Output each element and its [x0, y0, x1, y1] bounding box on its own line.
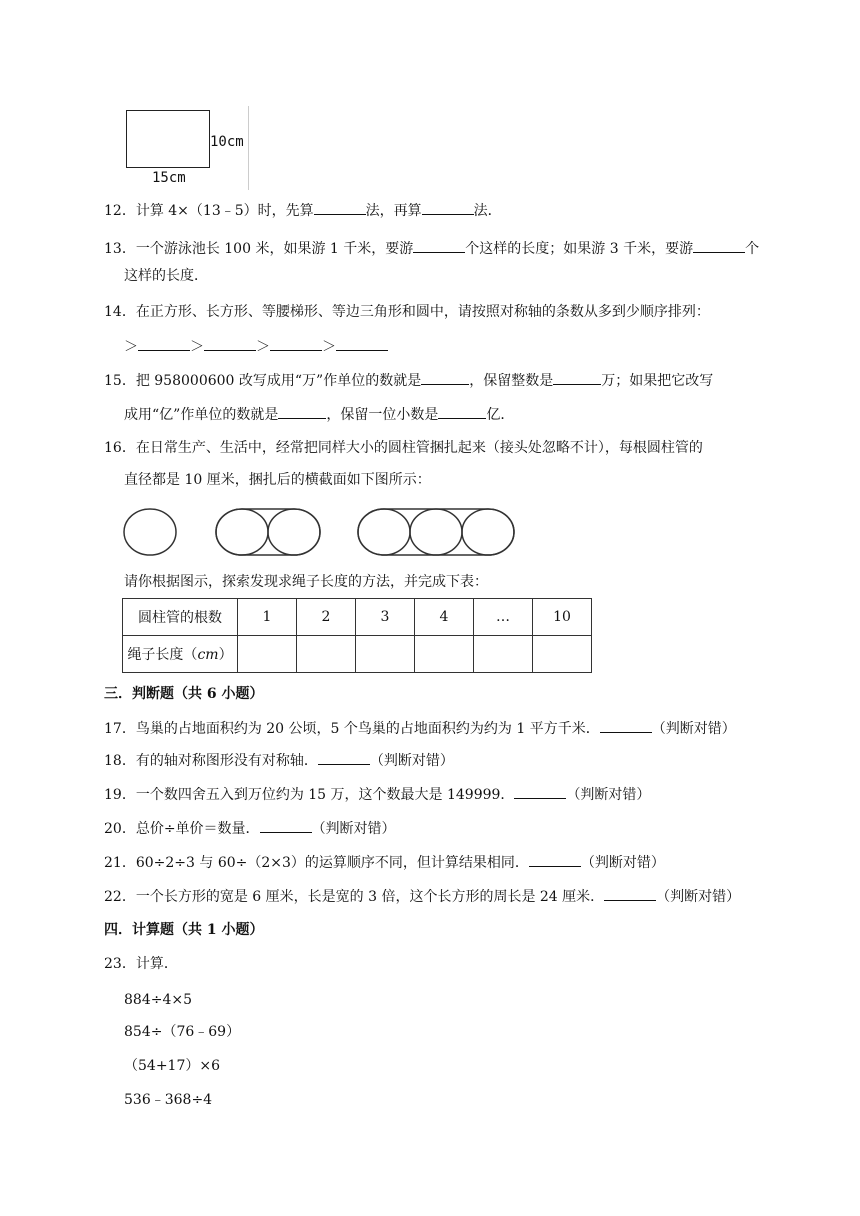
pipe-rope-table [122, 598, 592, 673]
calc-item: 536﹣368÷4 [124, 1092, 213, 1108]
width-label: 15cm [152, 170, 186, 186]
question-20: 20．总价÷单价＝数量． （判断对错） [104, 818, 396, 839]
question-23: 23．计算． [104, 956, 178, 972]
question-16: 16．在日常生产、生活中，经常把同样大小的圆柱管捆扎起来（接头处忽略不计），每根圆柱管的 [104, 440, 703, 456]
pipe-bundle-figure [118, 502, 528, 562]
table-input-cell[interactable] [533, 636, 592, 673]
answer-blank[interactable] [693, 238, 745, 253]
answer-blank[interactable] [413, 238, 465, 253]
answer-blank[interactable] [421, 370, 469, 385]
answer-blank[interactable] [529, 852, 581, 867]
question-15-cont: 成用“亿”作单位的数就是 ，保留一位小数是 亿． [124, 404, 514, 425]
answer-blank[interactable] [278, 404, 326, 419]
question-19: 19．一个数四舍五入到万位约为 15 万，这个数最大是 149999． （判断对错） [104, 784, 650, 805]
answer-blank[interactable] [514, 784, 566, 799]
question-14-answers: ＞ ＞ ＞ ＞ [124, 336, 388, 357]
answer-blank[interactable] [438, 404, 486, 419]
question-16-instruction: 请你根据图示，探索发现求绳子长度的方法，并完成下表： [124, 574, 488, 590]
calc-item: （54+17）×6 [124, 1058, 220, 1074]
answer-blank[interactable] [604, 886, 656, 901]
table-input-cell[interactable] [356, 636, 415, 673]
section-heading-calc: 四．计算题（共 1 小题） [104, 922, 264, 938]
table-header-pipes: 圆柱管的根数 [123, 599, 238, 636]
question-16-cont: 直径都是 10 厘米，捆扎后的横截面如下图所示： [124, 472, 431, 488]
table-cell: 3 [356, 599, 415, 636]
table-input-cell[interactable] [474, 636, 533, 673]
table-input-cell[interactable] [238, 636, 297, 673]
answer-blank[interactable] [336, 336, 388, 351]
pipe-3b [410, 509, 462, 555]
question-22: 22．一个长方形的宽是 6 厘米，长是宽的 3 倍，这个长方形的周长是 24 厘米． （判断对错） [104, 886, 740, 907]
table-header-rope: 绳子长度（cm） [123, 636, 238, 673]
table-cell: 10 [533, 599, 592, 636]
answer-blank[interactable] [204, 336, 256, 351]
table-cell: 4 [415, 599, 474, 636]
calc-item: 854÷（76﹣69） [124, 1024, 241, 1040]
height-label: 10cm [210, 134, 244, 150]
table-cell: … [474, 599, 533, 636]
answer-blank[interactable] [318, 750, 370, 765]
question-21: 21．60÷2÷3 与 60÷（2×3）的运算顺序不同，但计算结果相同． （判断对错） [104, 852, 665, 873]
table-cell: 2 [297, 599, 356, 636]
table-row [123, 636, 592, 673]
question-13: 13．一个游泳池长 100 米，如果游 1 千米，要游 个这样的长度；如果游 3 千米，要游 个 [104, 238, 759, 259]
answer-blank[interactable] [260, 818, 312, 833]
table-cell: 1 [238, 599, 297, 636]
table-input-cell[interactable] [415, 636, 474, 673]
table-input-cell[interactable] [297, 636, 356, 673]
answer-blank[interactable] [600, 718, 652, 733]
question-14: 14．在正方形、长方形、等腰梯形、等边三角形和圆中，请按照对称轴的条数从多到少顺序排列： [104, 304, 710, 320]
question-18: 18．有的轴对称图形没有对称轴． （判断对错） [104, 750, 454, 771]
table-row [123, 599, 592, 636]
question-17: 17．鸟巢的占地面积约为 20 公顷，5 个鸟巢的占地面积约为约为 1 平方千米． （判断对错） [104, 718, 736, 739]
question-12: 12．计算 4×（13﹣5）时，先算 法，再算 法． [104, 200, 502, 221]
question-15: 15．把 958000600 改写成用“万”作单位的数就是 ，保留整数是 万；如果把它改写 [104, 370, 713, 391]
answer-blank[interactable] [422, 200, 474, 215]
question-13-cont: 这样的长度． [124, 268, 208, 284]
rope-3 [358, 509, 514, 555]
section-heading-judge: 三．判断题（共 6 小题） [104, 686, 264, 702]
pipe-1 [124, 509, 176, 555]
answer-blank[interactable] [314, 200, 366, 215]
answer-blank[interactable] [553, 370, 601, 385]
answer-blank[interactable] [138, 336, 190, 351]
calc-item: 884÷4×5 [124, 992, 192, 1008]
answer-blank[interactable] [270, 336, 322, 351]
